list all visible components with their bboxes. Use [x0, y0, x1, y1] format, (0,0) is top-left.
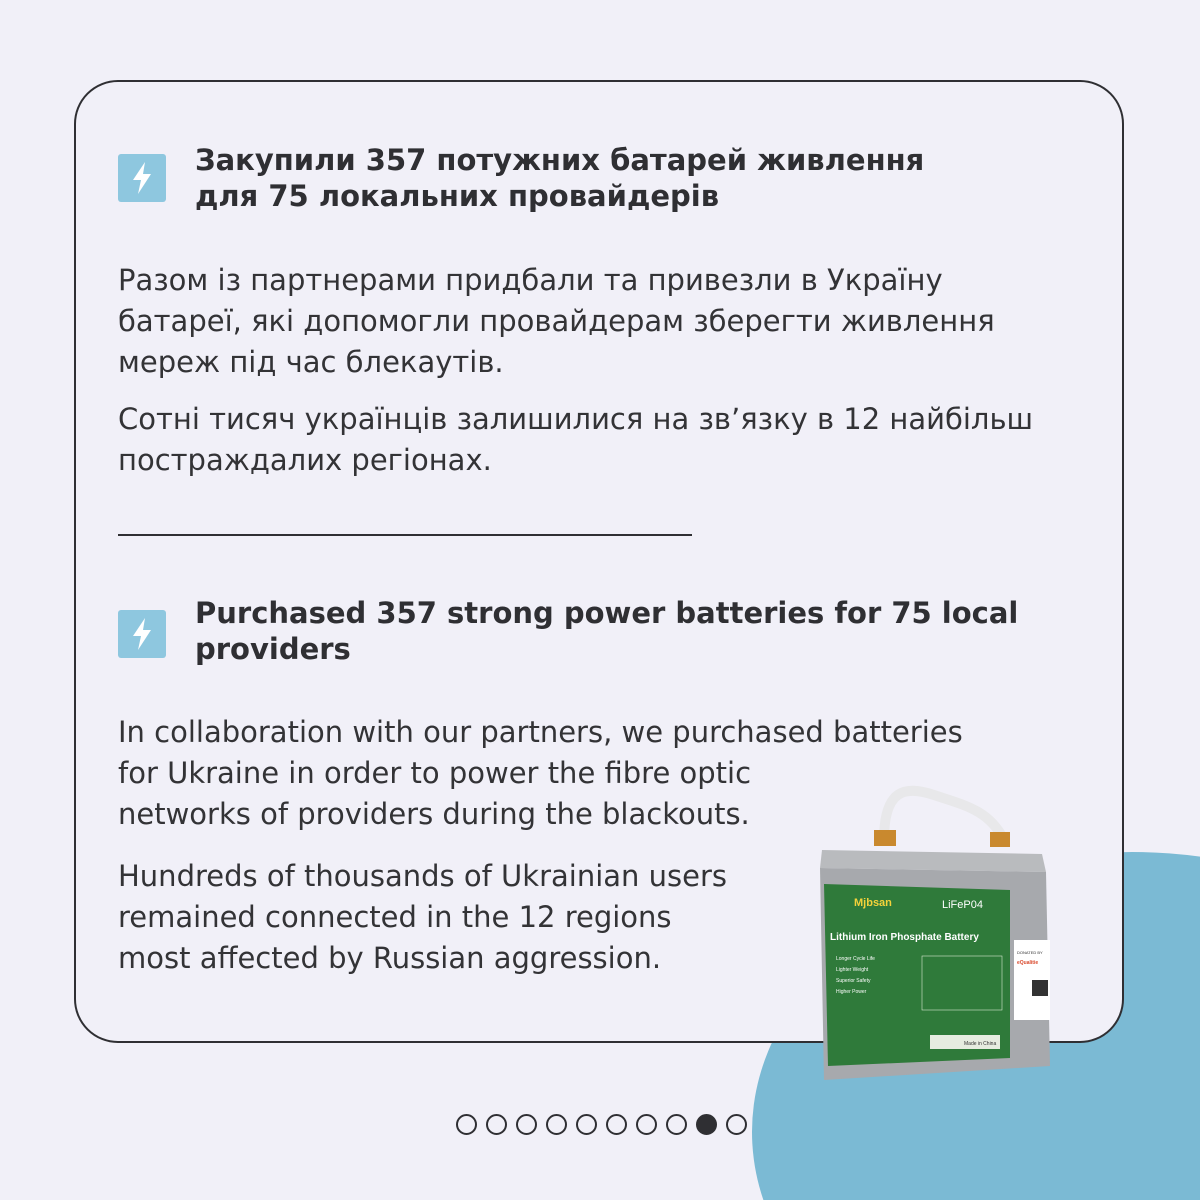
sticker-top: DONATED BY — [1017, 950, 1043, 955]
pagination-dot[interactable] — [516, 1114, 537, 1135]
paragraph-line: In collaboration with our partners, we purchased batteries — [118, 715, 963, 749]
pagination-dot[interactable] — [666, 1114, 687, 1135]
battery-feature: Superior Safety — [836, 978, 871, 984]
heading-line: providers — [195, 632, 351, 666]
paragraph-line: батареї, які допомогли провайдерам зберегти живлення — [118, 304, 995, 338]
pagination-dot[interactable] — [606, 1114, 627, 1135]
section-divider — [118, 534, 692, 536]
paragraph-line: Разом із партнерами придбали та привезли в Україну — [118, 263, 943, 297]
section-heading-en — [195, 595, 1045, 667]
battery-terminal — [874, 830, 896, 846]
pagination-dot[interactable] — [726, 1114, 747, 1135]
heading-line: Закупили 357 потужних батарей живлення — [195, 143, 925, 177]
paragraph-line: Сотні тисяч українців залишилися на зв’язку в 12 найбільш — [118, 402, 1034, 436]
battery-terminal — [990, 832, 1010, 847]
paragraph-line: networks of providers during the blackouts. — [118, 797, 750, 831]
paragraph-ua-1 — [118, 260, 995, 383]
battery-feature: Higher Power — [836, 989, 867, 995]
pagination-dot-active[interactable] — [696, 1114, 717, 1135]
battery-brand: Mjbsan — [854, 897, 892, 909]
paragraph-line: мереж під час блекаутів. — [118, 345, 504, 379]
pagination-dot[interactable] — [636, 1114, 657, 1135]
battery-chem: LiFeP04 — [942, 899, 983, 911]
heading-line: для 75 локальних провайдерів — [195, 179, 720, 213]
paragraph-en-2 — [118, 856, 727, 979]
paragraph-line: remained connected in the 12 regions — [118, 900, 672, 934]
paragraph-line: most affected by Russian aggression. — [118, 941, 662, 975]
sticker-brand: eQualitie — [1017, 960, 1039, 966]
pagination-dot[interactable] — [486, 1114, 507, 1135]
pagination-dot[interactable] — [546, 1114, 567, 1135]
paragraph-line: for Ukraine in order to power the fibre optic — [118, 756, 752, 790]
qr-code-icon — [1032, 980, 1048, 996]
pagination-dot[interactable] — [456, 1114, 477, 1135]
lightning-bolt-icon — [118, 154, 166, 202]
battery-feature: Lighter Weight — [836, 967, 869, 973]
pagination-dot[interactable] — [576, 1114, 597, 1135]
heading-line: Purchased 357 strong power batteries for 75 local — [195, 596, 1019, 630]
lightning-bolt-icon — [118, 610, 166, 658]
paragraph-ua-2 — [118, 399, 1033, 481]
paragraph-line: Hundreds of thousands of Ukrainian users — [118, 859, 727, 893]
battery-photo — [814, 780, 1050, 1080]
battery-feature: Longer Cycle Life — [836, 956, 875, 962]
pagination-dots — [456, 1114, 747, 1135]
battery-title: Lithium Iron Phosphate Battery — [830, 932, 979, 943]
paragraph-line: постраждалих регіонах. — [118, 443, 492, 477]
battery-handle — [884, 791, 1004, 840]
battery-made-in: Made in China — [964, 1041, 997, 1047]
section-heading-ua — [195, 142, 1045, 214]
